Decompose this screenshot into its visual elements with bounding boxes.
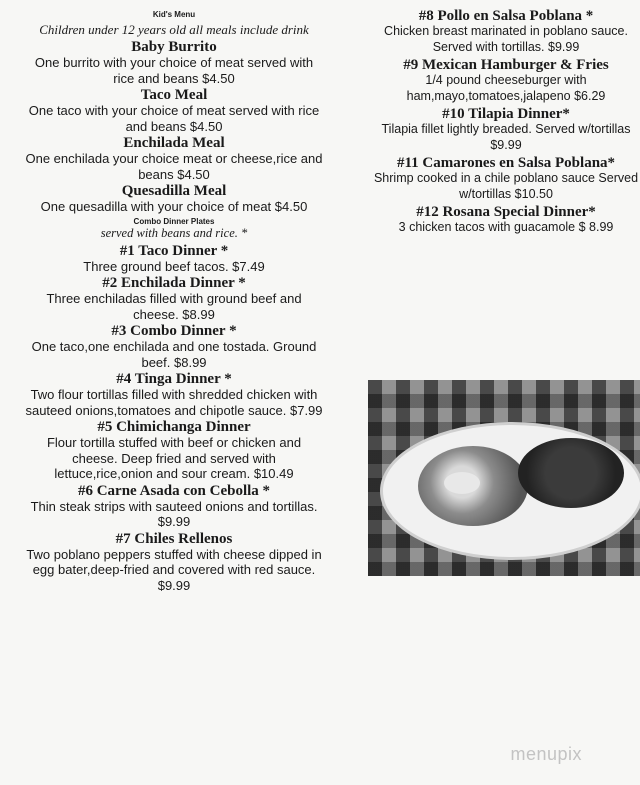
- item-name: #3 Combo Dinner *: [111, 323, 237, 339]
- menu-item: [24, 87, 324, 134]
- item-description: Three ground beef tacos. $7.49: [83, 258, 265, 274]
- item-name: #7 Chiles Rellenos: [115, 530, 233, 547]
- item-name: Enchilada Meal: [123, 135, 225, 151]
- item-description: One burrito with your choice of meat served with rice and beans $4.50: [34, 55, 314, 86]
- item-description: Tilapia fillet lightly breaded. Served w/tortillas $9.99: [381, 122, 631, 152]
- menu-item: [24, 183, 324, 215]
- item-description: Two flour tortillas filled with shredded chicken with sauteed onions,tomatoes and chipotle sauce. $7.99: [25, 387, 323, 418]
- food-plate-photo: [368, 380, 640, 576]
- item-name: #1 Taco Dinner *: [119, 242, 229, 259]
- right-column: [372, 0, 640, 238]
- item-description: One enchilada your choice meat or cheese,rice and beans $4.50: [25, 151, 323, 182]
- menu-item: [24, 323, 324, 370]
- item-description: One quesadilla with your choice of meat $4.50: [40, 199, 308, 214]
- item-description: Thin steak strips with sauteed onions and tortillas. $9.99: [30, 498, 318, 529]
- menu-item: [372, 57, 640, 104]
- menu-item: [24, 531, 324, 594]
- menu-item: [372, 155, 640, 202]
- combo-plates-note: served with beans and rice. *: [100, 225, 248, 240]
- item-name: Taco Meal: [140, 87, 208, 103]
- item-name: #10 Tilapia Dinner*: [442, 106, 570, 122]
- item-description: Chicken breast marinated in poblano sauce. Served with tortillas. $9.99: [384, 24, 628, 54]
- sour-cream-shape: [444, 472, 480, 494]
- item-description: Shrimp cooked in a chile poblano sauce Served w/tortillas $10.50: [373, 171, 639, 201]
- kids-menu-title: Kid's Menu: [152, 10, 196, 19]
- menu-item: [24, 483, 324, 530]
- menu-item: [24, 135, 324, 182]
- item-name: #11 Camarones en Salsa Poblana*: [396, 155, 616, 171]
- menu-item: [24, 371, 324, 418]
- menu-item: [372, 8, 640, 55]
- menu-item: [24, 243, 324, 275]
- item-description: 3 chicken tacos with guacamole $ 8.99: [398, 220, 614, 234]
- menupix-watermark: menupix: [510, 744, 582, 764]
- item-name: #2 Enchilada Dinner *: [102, 275, 246, 291]
- beans-shape: [518, 438, 624, 508]
- item-name: #5 Chimichanga Dinner: [97, 419, 251, 435]
- menu-item: [24, 39, 324, 86]
- menu-item: [24, 275, 324, 322]
- item-name: #9 Mexican Hamburger & Fries: [403, 57, 609, 73]
- item-description: Three enchiladas filled with ground beef and cheese. $8.99: [46, 291, 302, 322]
- item-name: #8 Pollo en Salsa Poblana *: [418, 8, 594, 24]
- menu-item: [24, 419, 324, 482]
- menu-item: [372, 204, 640, 236]
- item-description: One taco,one enchilada and one tostada. Ground beef. $8.99: [31, 339, 317, 370]
- menu-item: [372, 106, 640, 153]
- item-name: #12 Rosana Special Dinner*: [416, 204, 596, 220]
- combo-plates-title: Combo Dinner Plates: [133, 216, 215, 226]
- item-name: #6 Carne Asada con Cebolla *: [77, 482, 271, 499]
- item-description: Two poblano peppers stuffed with cheese dipped in egg bater,deep-fried and covered with red sauce. $9.99: [26, 546, 322, 593]
- item-description: 1/4 pound cheeseburger with ham,mayo,tomatoes,jalapeno $6.29: [406, 73, 606, 103]
- left-column: [24, 0, 324, 594]
- item-name: #4 Tinga Dinner *: [116, 371, 232, 387]
- item-name: Quesadilla Meal: [121, 183, 227, 199]
- item-description: One taco with your choice of meat served with rice and beans $4.50: [28, 103, 320, 134]
- kids-menu-note: Children under 12 years old all meals include drink: [39, 22, 309, 37]
- item-description: Flour tortilla stuffed with beef or chicken and cheese. Deep fried and served with lettuce,rice,onion and sour cream. $10.49: [46, 435, 302, 481]
- item-name: Baby Burrito: [131, 39, 217, 55]
